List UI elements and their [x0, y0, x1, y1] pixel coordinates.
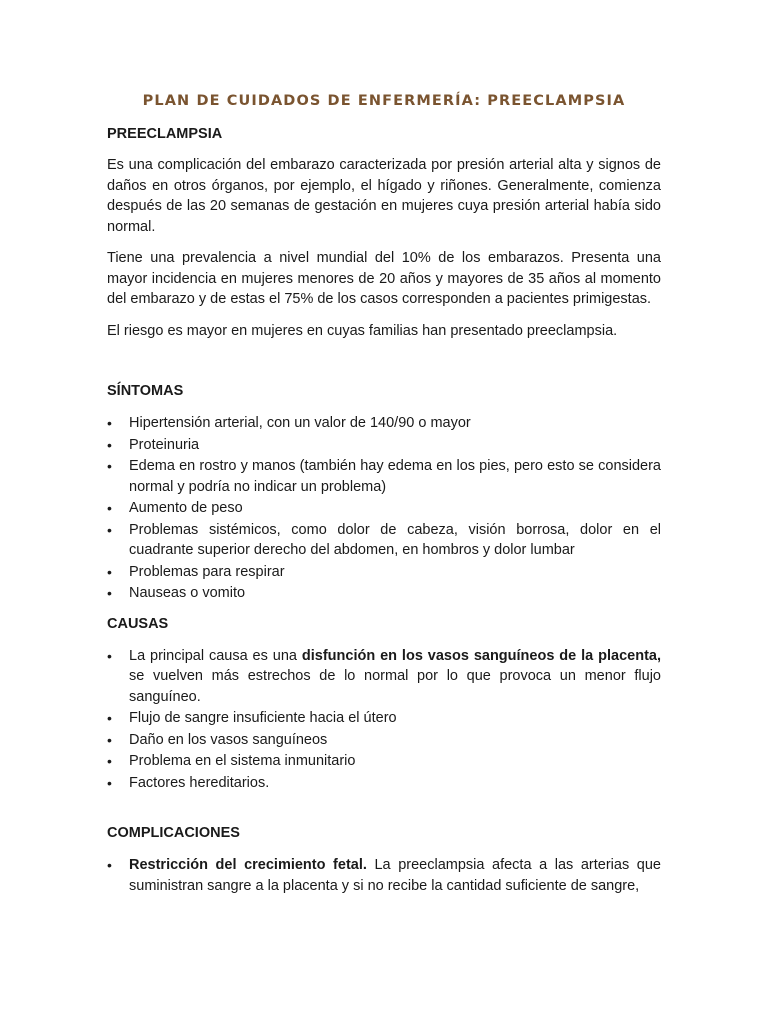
list-item: • Daño en los vasos sanguíneos: [107, 730, 661, 751]
list-item: • Factores hereditarios.: [107, 773, 661, 794]
list-item: • Problemas para respirar: [107, 562, 661, 583]
list-item: • Problema en el sistema inmunitario: [107, 751, 661, 772]
list-item: [107, 646, 661, 708]
list-item-bold-text: Restricción del crecimiento fetal.: [129, 857, 367, 873]
section-heading-complicaciones: COMPLICACIONES: [107, 825, 240, 841]
list-item: • Hipertensión arterial, con un valor de 140/90 o mayor: [107, 413, 661, 434]
list-item-text: La preeclampsia afecta a las arterias que suministran sangre a la placenta y si no recibe la cantidad suficiente de sangre,: [129, 857, 661, 894]
complications-list: [107, 855, 661, 896]
list-item-text: se vuelven más estrechos de lo normal por lo que provoca un menor flujo sanguíneo.: [129, 668, 661, 705]
list-item: • Flujo de sangre insuficiente hacia el útero: [107, 708, 661, 729]
section-heading-causas: CAUSAS: [107, 615, 169, 632]
list-item: • Nauseas o vomito: [107, 583, 661, 604]
list-item: [107, 855, 661, 896]
paragraph-definition: Es una complicación del embarazo caracterizada por presión arterial alta y signos de daños en otros órganos, por ejemplo, el hígado y riñones. Generalmente, comienza después de las 20 semanas de gestación en mujeres cuya presión arterial había sido normal.: [107, 157, 661, 235]
document-title: PLAN DE CUIDADOS DE ENFERMERÍA: PREECLAMPSIA: [142, 93, 626, 109]
list-item: • Problemas sistémicos, como dolor de cabeza, visión borrosa, dolor en el cuadrante superior derecho del abdomen, en hombros y dolor lumbar: [107, 520, 661, 561]
symptoms-list: [107, 413, 661, 604]
list-item: • Edema en rostro y manos (también hay edema en los pies, pero esto se considera normal y podría no indicar un problema): [107, 456, 661, 497]
list-item: • Aumento de peso: [107, 498, 661, 519]
list-item-bold-text: disfunción en los vasos sanguíneos de la placenta,: [301, 647, 661, 664]
section-heading-sintomas: SÍNTOMAS: [107, 383, 184, 399]
list-item: • Proteinuria: [107, 435, 661, 456]
section-heading-preeclampsia: PREECLAMPSIA: [107, 126, 223, 142]
paragraph-risk: El riesgo es mayor en mujeres en cuyas familias han presentado preeclampsia.: [107, 322, 618, 339]
document-body: [107, 124, 661, 897]
causes-list: [107, 646, 661, 794]
list-item-text: La principal causa es una: [129, 647, 302, 664]
paragraph-prevalence: Tiene una prevalencia a nivel mundial del 10% de los embarazos. Presenta una mayor incidencia en mujeres menores de 20 años y mayores de 35 años al momento del embarazo y de estas el 75% de los casos corresponden a pacientes primigestas.: [107, 250, 661, 307]
